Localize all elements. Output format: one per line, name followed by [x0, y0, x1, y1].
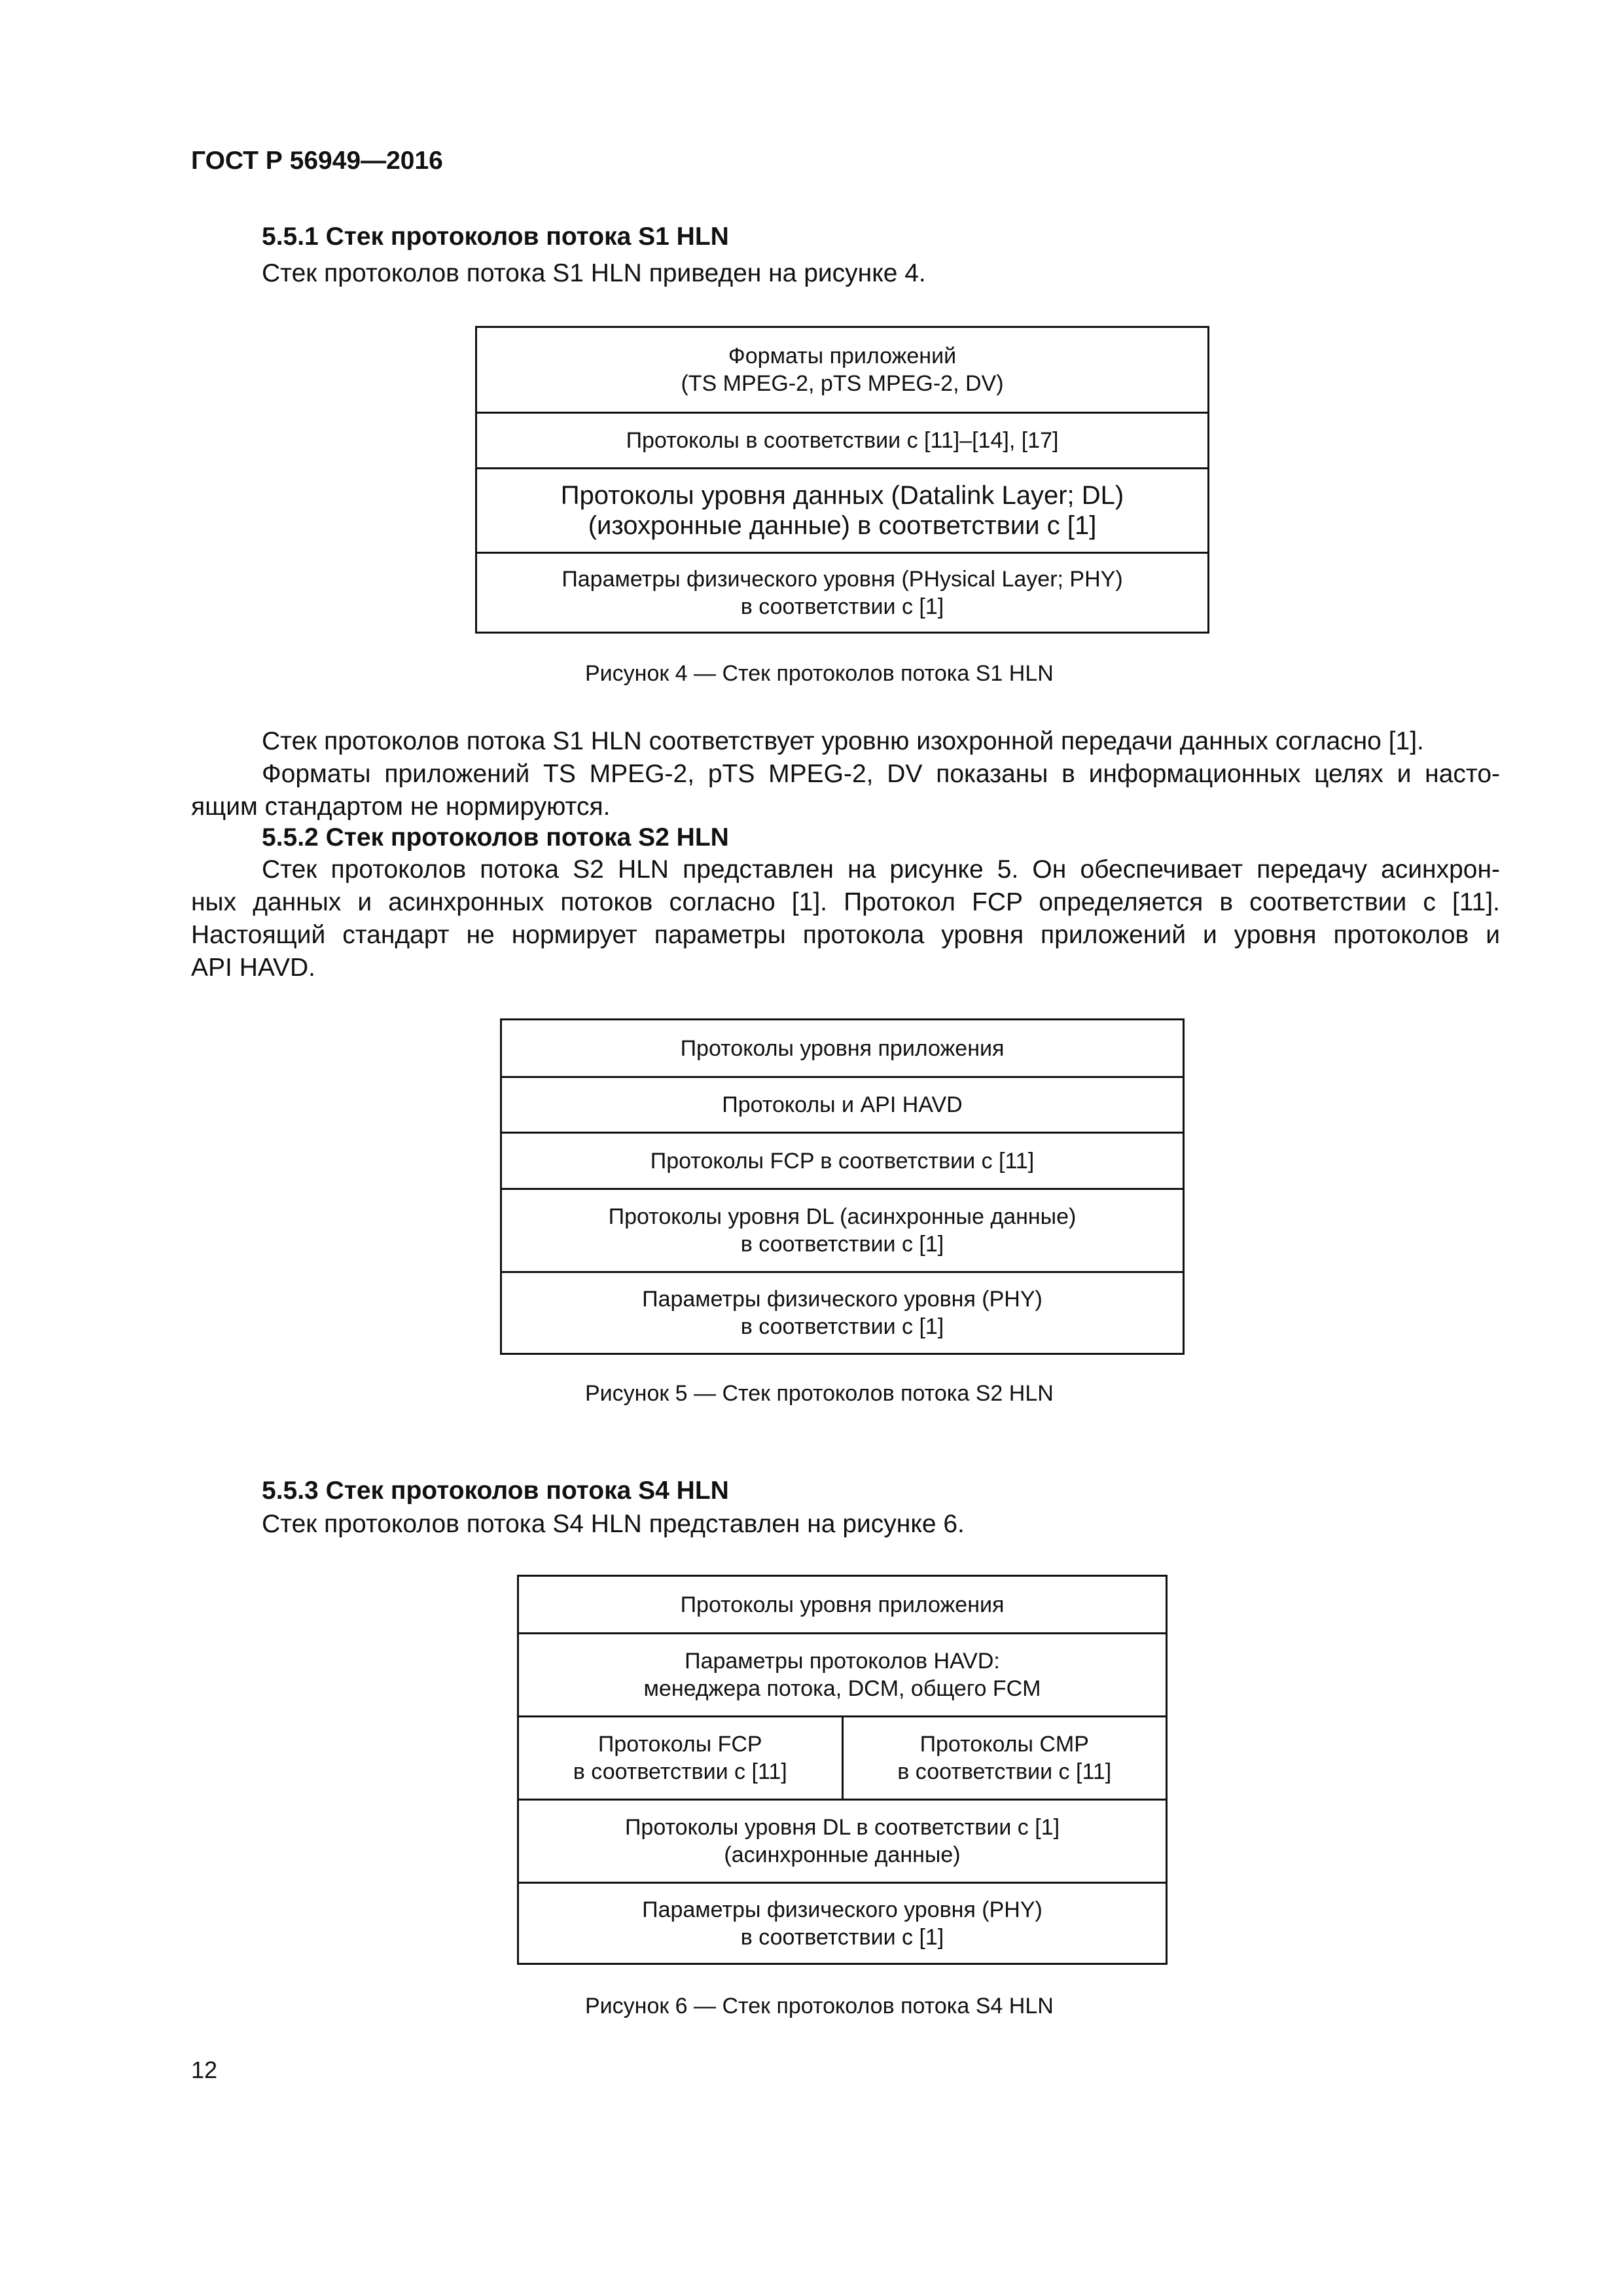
- section-intro-5-5-3: Стек протоколов потока S4 HLN представлен на рисунке 6.: [262, 1510, 965, 1538]
- fig6-cell-fcp: Протоколы FCP в соответствии с [11]: [573, 1732, 787, 1784]
- paragraph-s1-description: Стек протоколов потока S1 HLN соответствует уровню изохронной передачи данных согласно [1]. Форматы приложений TS MPEG-2, pTS MPEG-2, DV показаны в информационных целях и насто- ящим стандартом не нормируются.: [191, 727, 1500, 821]
- figure-6-caption: Рисунок 6 — Стек протоколов потока S4 HLN: [585, 1994, 1054, 2018]
- figure-4-caption: Рисунок 4 — Стек протоколов потока S1 HLN: [585, 661, 1054, 686]
- section-heading-5-5-2: 5.5.2 Стек протоколов потока S2 HLN: [262, 823, 729, 852]
- figure-5-caption: Рисунок 5 — Стек протоколов потока S2 HLN: [585, 1381, 1054, 1406]
- fig6-layer-havd-params: Параметры протоколов HAVD: менеджера потока, DCM, общего FCM: [519, 1632, 1166, 1715]
- fig6-layer-physical: Параметры физического уровня (PHY) в соответствии с [1]: [519, 1882, 1166, 1963]
- fig5-layer-datalink: Протоколы уровня DL (асинхронные данные) в соответствии с [1]: [502, 1188, 1183, 1271]
- section-heading-5-5-1: 5.5.1 Стек протоколов потока S1 HLN: [262, 223, 729, 251]
- page-number: 12: [191, 2056, 218, 2083]
- paragraph-s2-description: Стек протоколов потока S2 HLN представлен на рисунке 5. Он обеспечивает передачу асинхрон- ных данных и асинхронных потоков согласно [1]. Протокол FCP определяется в соответствии с [11]. Настоящий стандарт не нормирует параметры протокола уровня приложений и уровня протоколов и API HAVD.: [191, 855, 1500, 982]
- fig5-layer-havd-api: Протоколы и API HAVD: [502, 1076, 1183, 1132]
- fig4-layer-app-formats: Форматы приложений (TS MPEG-2, pTS MPEG-2, DV): [681, 344, 1004, 396]
- document-header: ГОСТ Р 56949—2016: [191, 147, 443, 175]
- section-intro-5-5-1: Стек протоколов потока S1 HLN приведен на рисунке 4.: [262, 259, 926, 287]
- figure-4-protocol-stack: [475, 326, 1209, 634]
- fig6-layer-datalink: Протоколы уровня DL в соответствии с [1] (асинхронные данные): [519, 1799, 1166, 1882]
- section-heading-5-5-3: 5.5.3 Стек протоколов потока S4 HLN: [262, 1477, 729, 1505]
- fig6-layer-application: Протоколы уровня приложения: [680, 1592, 1005, 1617]
- figure-6-protocol-stack: [517, 1575, 1168, 1965]
- fig5-layer-application: Протоколы уровня приложения: [680, 1035, 1005, 1061]
- fig4-layer-physical: Параметры физического уровня (PHysical Layer; PHY) в соответствии с [1]: [477, 552, 1207, 632]
- fig6-cell-cmp: Протоколы CMP в соответствии с [11]: [842, 1717, 1166, 1799]
- figure-5-protocol-stack: [500, 1018, 1185, 1355]
- fig5-layer-physical: Параметры физического уровня (PHY) в соответствии с [1]: [502, 1271, 1183, 1353]
- fig4-layer-protocols: Протоколы в соответствии с [11]–[14], [17]: [477, 412, 1207, 467]
- fig4-layer-datalink: Протоколы уровня данных (Datalink Layer; DL) (изохронные данные) в соответствии с [1]: [477, 467, 1207, 552]
- fig5-layer-fcp: Протоколы FCP в соответствии с [11]: [502, 1132, 1183, 1188]
- fig6-layer-fcp-cmp: [519, 1715, 1166, 1799]
